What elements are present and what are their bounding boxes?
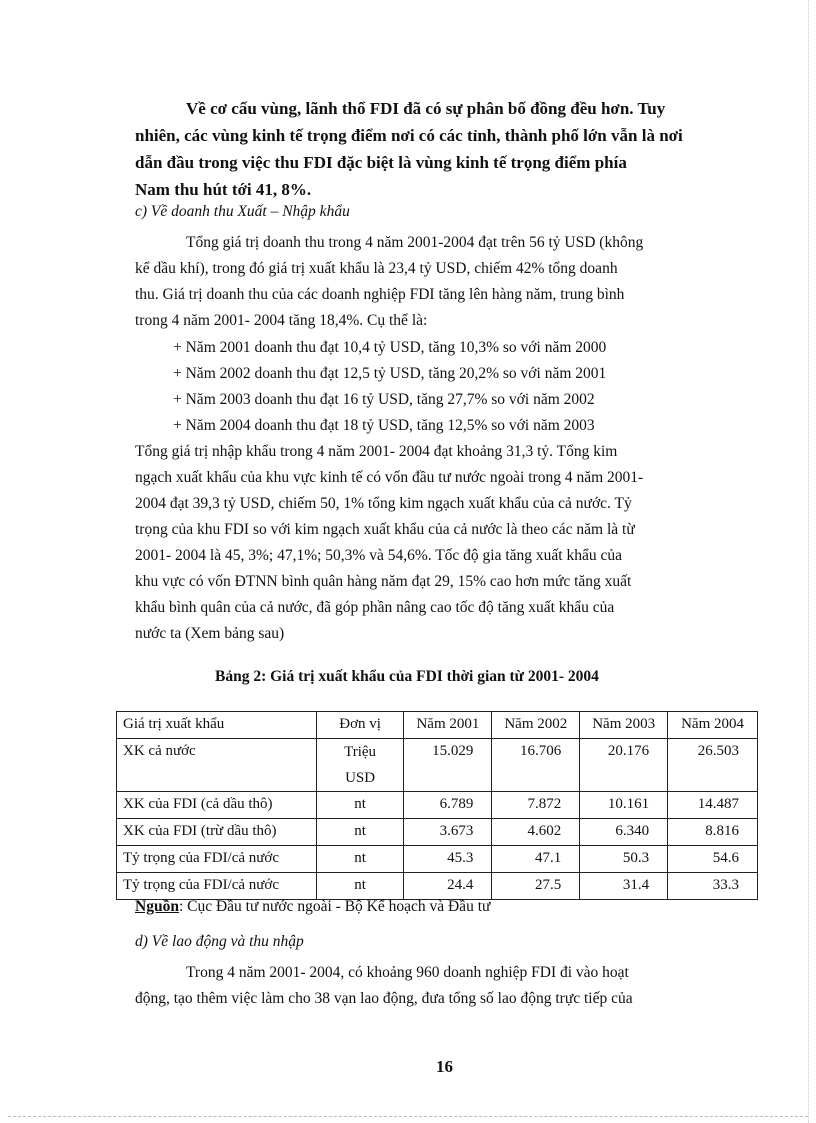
para3-line: khu vực có vốn ĐTNN bình quân hàng năm đạt 29, 15% cao hơn mức tăng xuất [135, 573, 632, 590]
para3-line: 2001- 2004 là 45, 3%; 47,1%; 50,3% và 54,6%. Tốc độ gia tăng xuất khẩu của [135, 547, 623, 564]
para2-line: Tổng giá trị doanh thu trong 4 năm 2001-2004 đạt trên 56 tỷ USD (không [186, 234, 644, 251]
para3-line: nước ta (Xem bảng sau) [135, 625, 285, 642]
export-table [116, 711, 758, 900]
para2-line: kể dầu khí), trong đó giá trị xuất khẩu là 23,4 tỷ USD, chiếm 42% tổng doanh [135, 260, 618, 277]
heading-c: c) Về doanh thu Xuất – Nhập khẩu [135, 203, 350, 220]
table-header-cell: Năm 2004 [668, 712, 758, 739]
bullet-item: + Năm 2002 doanh thu đạt 12,5 tỷ USD, tăng 20,2% so với năm 2001 [173, 365, 607, 382]
para1-line: Nam thu hút tới 41, 8%. [135, 180, 312, 199]
table-source [135, 894, 490, 920]
table-cell: nt [316, 873, 404, 900]
table-cell: nt [316, 819, 404, 846]
bullet-item: + Năm 2004 doanh thu đạt 18 tỷ USD, tăng 12,5% so với năm 2003 [173, 417, 595, 434]
table-cell: 47.1 [492, 846, 580, 873]
bullet-item: + Năm 2001 doanh thu đạt 10,4 tỷ USD, tăng 10,3% so với năm 2000 [173, 339, 607, 356]
table-row [117, 819, 758, 846]
para3-line: trọng của khu FDI so với kim ngạch xuất khẩu của cả nước là theo các năm là từ [135, 521, 635, 538]
page-number: 16 [436, 1057, 453, 1076]
heading-d: d) Về lao động và thu nhập [135, 933, 304, 950]
para4-line: động, tạo thêm việc làm cho 38 vạn lao động, đưa tổng số lao động trực tiếp của [135, 990, 633, 1007]
table-row [117, 846, 758, 873]
table-cell: nt [316, 846, 404, 873]
table-cell: 3.673 [404, 819, 492, 846]
table-row [117, 739, 758, 792]
table-header-cell: Đơn vị [316, 712, 404, 739]
table-cell: 31.4 [580, 873, 668, 900]
table-cell: nt [316, 792, 404, 819]
table-caption: Bảng 2: Giá trị xuất khẩu của FDI thời gian từ 2001- 2004 [215, 668, 599, 685]
table-cell: Triệu USD [316, 739, 404, 792]
table-cell: 4.602 [492, 819, 580, 846]
source-label: Nguồn [135, 898, 179, 915]
para1-line: Về cơ cấu vùng, lãnh thổ FDI đã có sự phân bố đồng đều hơn. Tuy [186, 99, 666, 118]
para3-line: ngạch xuất khẩu của khu vực kinh tế có vốn đầu tư nước ngoài trong 4 năm 2001- [135, 469, 644, 486]
para3-line: Tổng giá trị nhập khẩu trong 4 năm 2001- 2004 đạt khoảng 31,3 tỷ. Tổng kim [135, 443, 618, 460]
table-cell: Tỷ trọng của FDI/cả nước [117, 846, 317, 873]
page-edge-vline [808, 0, 809, 1123]
para4-line: Trong 4 năm 2001- 2004, có khoảng 960 doanh nghiệp FDI đi vào hoạt [186, 964, 629, 981]
table-cell: 8.816 [668, 819, 758, 846]
table-cell: 45.3 [404, 846, 492, 873]
table-header-cell: Giá trị xuất khẩu [117, 712, 317, 739]
para2-line: thu. Giá trị doanh thu của các doanh nghiệp FDI tăng lên hàng năm, trung bình [135, 286, 625, 303]
table-cell: XK của FDI (cả dầu thô) [117, 792, 317, 819]
table-cell: 27.5 [492, 873, 580, 900]
table-header-cell: Năm 2003 [580, 712, 668, 739]
table-cell: 24.4 [404, 873, 492, 900]
table-cell: XK của FDI (trừ dầu thô) [117, 819, 317, 846]
table-cell: 7.872 [492, 792, 580, 819]
table-cell: Tỷ trọng của FDI/cả nước [117, 873, 317, 900]
table-header-row [117, 712, 758, 739]
table-cell: 20.176 [580, 739, 668, 792]
table-cell: 54.6 [668, 846, 758, 873]
source-text: : Cục Đầu tư nước ngoài - Bộ Kế hoạch và Đầu tư [178, 898, 491, 915]
para2-line: trong 4 năm 2001- 2004 tăng 18,4%. Cụ thể là: [135, 312, 428, 329]
table-cell: 6.789 [404, 792, 492, 819]
table-cell: XK cả nước [117, 739, 317, 792]
table-cell: 10.161 [580, 792, 668, 819]
table-cell: 16.706 [492, 739, 580, 792]
table-cell: 50.3 [580, 846, 668, 873]
bullet-item: + Năm 2003 doanh thu đạt 16 tỷ USD, tăng 27,7% so với năm 2002 [173, 391, 595, 408]
table-header-cell: Năm 2002 [492, 712, 580, 739]
para1-line: nhiên, các vùng kinh tế trọng điểm nơi có các tỉnh, thành phố lớn vẫn là nơi [135, 126, 683, 145]
table-header-cell: Năm 2001 [404, 712, 492, 739]
page-edge-line [8, 1116, 808, 1117]
table-cell: 33.3 [668, 873, 758, 900]
para3-line: khẩu bình quân của cả nước, đã góp phần nâng cao tốc độ tăng xuất khẩu của [135, 599, 615, 616]
para1-line: dẫn đầu trong việc thu FDI đặc biệt là vùng kinh tế trọng điểm phía [135, 153, 627, 172]
table-cell: 6.340 [580, 819, 668, 846]
table-cell: 26.503 [668, 739, 758, 792]
para3-line: 2004 đạt 39,3 tỷ USD, chiếm 50, 1% tổng kim ngạch xuất khẩu của cả nước. Tỷ [135, 495, 632, 512]
table-cell: 15.029 [404, 739, 492, 792]
table-row [117, 792, 758, 819]
table-cell: 14.487 [668, 792, 758, 819]
